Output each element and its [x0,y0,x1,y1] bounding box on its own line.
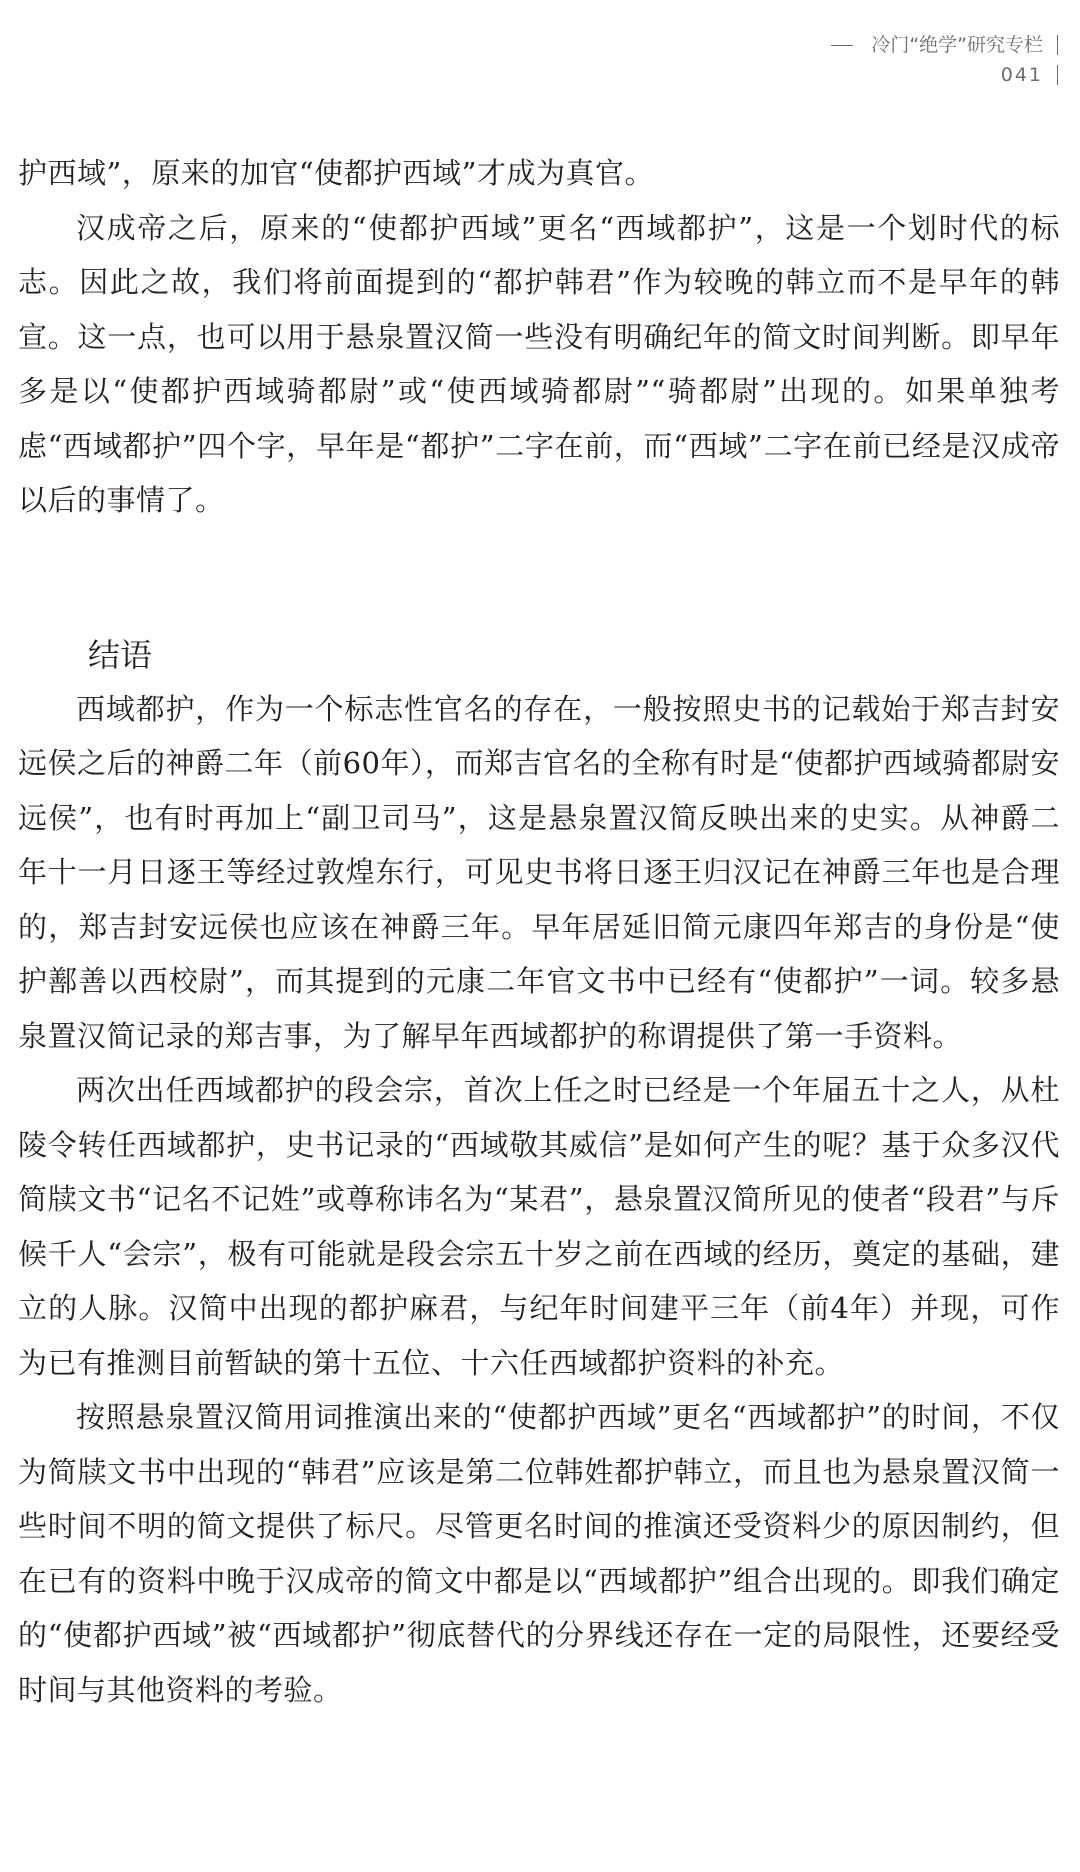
running-head [831,30,1058,90]
page-body [18,146,1060,1717]
paragraph-conclusion-1: 西域都护，作为一个标志性官名的存在，一般按照史书的记载始于郑吉封安远侯之后的神爵二年（前60年），而郑吉官名的全称有时是“使都护西域骑都尉安远侯”，也有时再加上“副卫司马”，这是悬泉置汉简反映出来的史实。从神爵二年十一月日逐王等经过敦煌东行，可见史书将日逐王归汉记在神爵三年也是合理的，郑吉封安远侯也应该在神爵三年。早年居延旧简元康四年郑吉的身份是“使护鄯善以西校尉”，而其提到的元康二年官文书中已经有“使都护”一词。较多悬泉置汉简记录的郑吉事，为了解早年西域都护的称谓提供了第一手资料。 [18,691,1060,1053]
running-head-dash [831,45,853,46]
paragraph-continued: 护西域”，原来的加官“使都护西域”才成为真官。 [18,156,654,190]
paragraph-title-change: 汉成帝之后，原来的“使都护西域”更名“西域都护”，这是一个划时代的标志。因此之故，我们将前面提到的“都护韩君”作为较晚的韩立而不是早年的韩宣。这一点，也可以用于悬泉置汉简一些没有明确纪年的简文时间判断。即早年多是以“使都护西域骑都尉”或“使西域骑都尉”“骑都尉”出现的。如果单独考虑“西域都护”四个字，早年是“都护”二字在前，而“西域”二字在前已经是汉成帝以后的事情了。 [18,210,1060,517]
page-number-bar [1057,65,1058,85]
page-number: 041 [1000,64,1043,86]
running-head-page-row [831,60,1058,90]
paragraph-conclusion-2: 两次出任西域都护的段会宗，首次上任之时已经是一个年届五十之人，从杜陵令转任西域都护，史书记录的“西域敬其威信”是如何产生的呢？基于众多汉代简牍文书“记名不记姓”或尊称讳名为“某君”，悬泉置汉简所见的使者“段君”与斥候千人“会宗”，极有可能就是段会宗五十岁之前在西域的经历，奠定的基础，建立的人脉。汉简中出现的都护麻君，与纪年时间建平三年（前4年）并现，可作为已有推测目前暂缺的第十五位、十六任西域都护资料的补充。 [18,1073,1060,1380]
section-title-conclusion: 结语 [88,635,153,674]
section-spacer [18,528,1060,628]
running-head-bar [1057,35,1058,55]
column-title: 冷门“绝学”研究专栏 [871,34,1043,56]
paragraph-conclusion-3: 按照悬泉置汉简用词推演出来的“使都护西域”更名“西域都护”的时间，不仅为简牍文书中出现的“韩君”应该是第二位韩姓都护韩立，而且也为悬泉置汉简一些时间不明的简文提供了标尺。尽管更名时间的推演还受资料少的原因制约，但在已有的资料中晚于汉成帝的简文中都是以“西域都护”组合出现的。即我们确定的“使都护西域”被“西域都护”彻底替代的分界线还存在一定的局限性，还要经受时间与其他资料的考验。 [18,1400,1060,1707]
running-head-title-row [831,30,1058,60]
